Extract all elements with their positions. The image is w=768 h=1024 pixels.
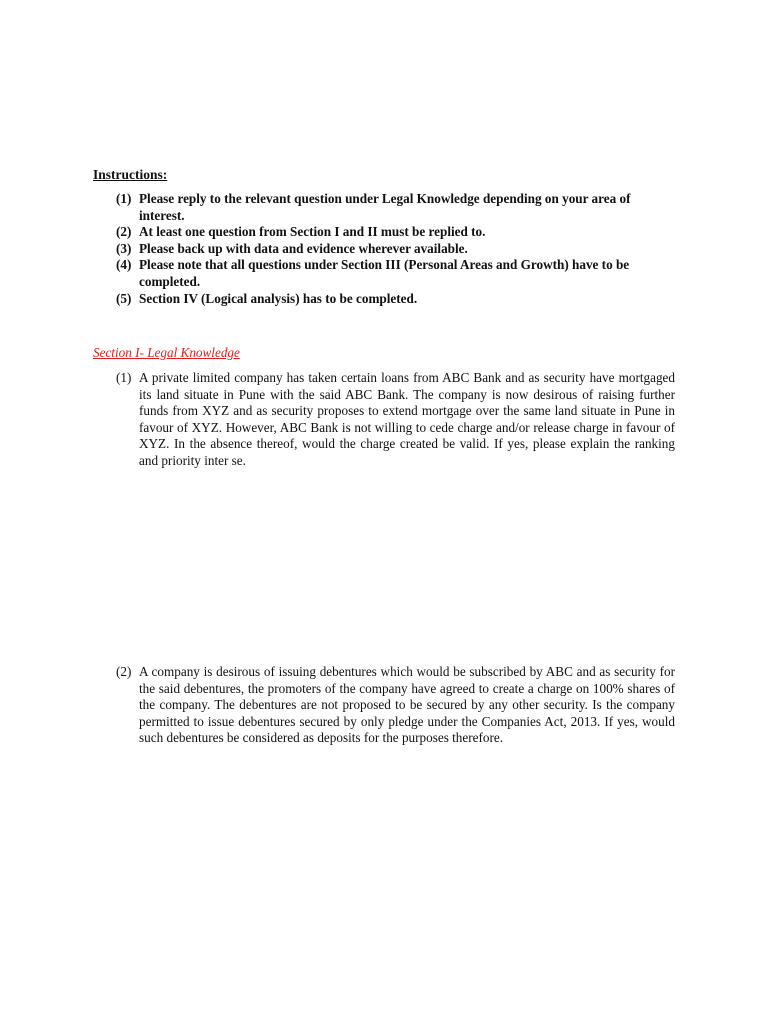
instruction-number: (1): [116, 191, 132, 206]
instruction-number: (5): [116, 290, 132, 306]
instruction-number: (2): [116, 224, 132, 240]
question-1: [116, 370, 675, 470]
question-text: A private limited company has taken certain loans from ABC Bank and as security have mortgaged its land situate in Pune with the said ABC Bank. The company is now desirous of raising further funds from XYZ and as security proposes to extend mortgage over the same land situate in Pune in favour of XYZ. However, ABC Bank is not willing to cede charge and/or release charge in favour of XYZ. In the absence thereof, would the charge created be valid. If yes, please explain the ranking and priority inter se.: [139, 370, 675, 468]
question-number: (2): [116, 664, 132, 679]
instruction-text: Please note that all questions under Section III (Personal Areas and Growth) have to be completed.: [139, 257, 630, 289]
instruction-text: Section IV (Logical analysis) has to be completed.: [139, 290, 418, 306]
instruction-text: Please back up with data and evidence wherever available.: [139, 240, 468, 256]
instruction-item: [116, 291, 676, 308]
instruction-text: Please reply to the relevant question under Legal Knowledge depending on your area of interest.: [139, 191, 631, 223]
instruction-item: [116, 191, 676, 224]
instruction-number: (3): [116, 240, 132, 256]
instruction-item: [116, 241, 676, 258]
question-text: A company is desirous of issuing debentures which would be subscribed by ABC and as security for the said debentures, the promoters of the company have agreed to create a charge on 100% shares of the company. The debentures are not proposed to be secured by any other security. Is the company permitted to issue debentures secured by only pledge under the Companies Act, 2013. If yes, would such debentures be considered as deposits for the purposes therefore.: [139, 664, 675, 746]
instruction-text: At least one question from Section I and II must be replied to.: [139, 224, 486, 240]
question-2: [116, 664, 675, 747]
instructions-list: [116, 191, 676, 307]
instruction-item: [116, 224, 676, 241]
section-heading: Section I- Legal Knowledge: [93, 345, 240, 360]
instruction-number: (4): [116, 257, 132, 273]
instructions-heading: Instructions:: [93, 167, 168, 182]
instruction-item: [116, 257, 676, 290]
question-number: (1): [116, 370, 132, 385]
